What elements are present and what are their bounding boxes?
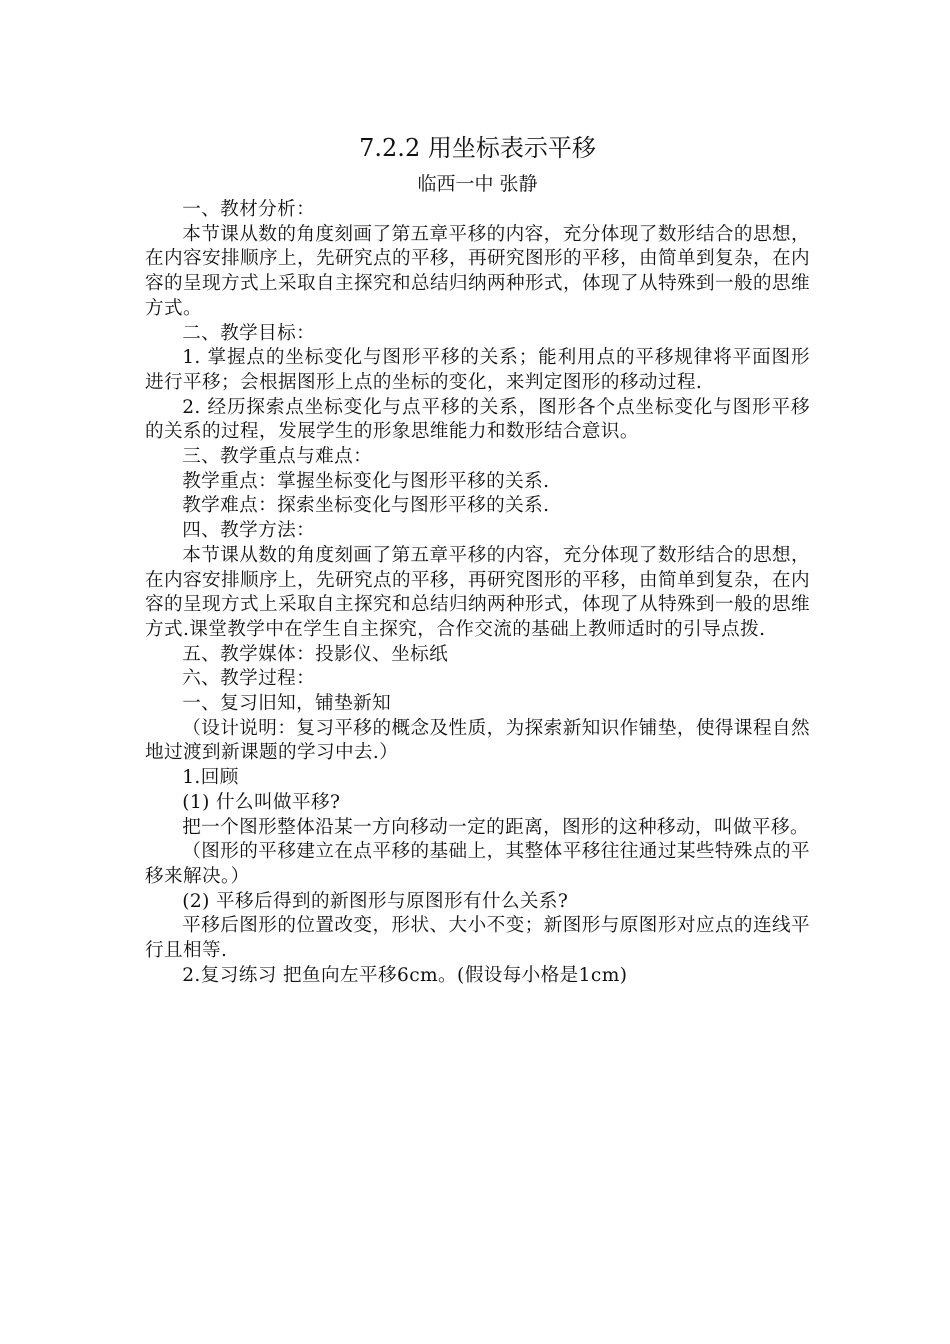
paragraph-goal-1: 1. 掌握点的坐标变化与图形平移的关系；能利用点的平移规律将平面图形进行平移；会根据图形上点的坐标的变化，来判定图形的移动过程. bbox=[145, 347, 810, 393]
answer-1: 把一个图形整体沿某一方向移动一定的距离，图形的这种移动，叫做平移。 bbox=[182, 816, 809, 838]
section-heading-media: 五、教学媒体：投影仪、坐标纸 bbox=[182, 643, 449, 665]
paragraph-key-point: 教学重点：掌握坐标变化与图形平移的关系. bbox=[182, 470, 550, 492]
subsection-heading-review: 一、复习旧知，铺垫新知 bbox=[182, 693, 392, 715]
section-heading-methods: 四、教学方法： bbox=[182, 520, 316, 542]
note-1: （图形的平移建立在点平移的基础上，其整体平移往往通过某些特殊点的平移来解决。） bbox=[145, 841, 810, 887]
section-heading-process: 六、教学过程： bbox=[182, 668, 316, 690]
question-1: (1) 什么叫做平移? bbox=[182, 791, 341, 813]
section-heading-analysis: 一、教材分析： bbox=[182, 199, 316, 220]
paragraph-goal-2: 2. 经历探索点坐标变化与点平移的关系，图形各个点坐标变化与图形平移的关系的过程，发展学生的形象思维能力和数形结合意识。 bbox=[145, 396, 810, 443]
document-body bbox=[145, 198, 810, 989]
section-heading-key-points: 三、教学重点与难点： bbox=[182, 446, 373, 468]
paragraph-analysis: 本节课从数的角度刻画了第五章平移的内容，充分体现了数形结合的思想，在内容安排顺序上，先研究点的平移，再研究图形的平移，由简单到复杂，在内容的呈现方式上采取自主探究和总结归纳两种形式，体现了从特殊到一般的思维方式。 bbox=[145, 223, 810, 319]
paragraph-methods: 本节课从数的角度刻画了第五章平移的内容，充分体现了数形结合的思想，在内容安排顺序上，先研究点的平移，再研究图形的平移，由简单到复杂，在内容的呈现方式上采取自主探究和总结归纳两种形式，体现了从特殊到一般的思维方式.课堂教学中在学生自主探究，合作交流的基础上教师适时的引导点拨. bbox=[145, 544, 810, 640]
paragraph-design-note: （设计说明：复习平移的概念及性质，为探索新知识作铺垫，使得课程自然地过渡到新课题的学习中去.） bbox=[145, 717, 810, 764]
item-recall: 1.回顾 bbox=[182, 767, 239, 789]
document-title: 7.2.2 用坐标表示平移 bbox=[359, 134, 596, 162]
item-practice: 2.复习练习 把鱼向左平移6cm。(假设每小格是1cm) bbox=[182, 964, 628, 986]
question-2: (2) 平移后得到的新图形与原图形有什么关系? bbox=[182, 890, 569, 912]
section-heading-goals: 二、教学目标： bbox=[182, 322, 316, 344]
document-author: 临西一中 张静 bbox=[417, 173, 538, 195]
answer-2: 平移后图形的位置改变，形状、大小不变；新图形与原图形对应点的连线平行且相等. bbox=[145, 915, 810, 962]
paragraph-difficulty: 教学难点：探索坐标变化与图形平移的关系. bbox=[182, 495, 550, 517]
document-page bbox=[145, 130, 810, 989]
